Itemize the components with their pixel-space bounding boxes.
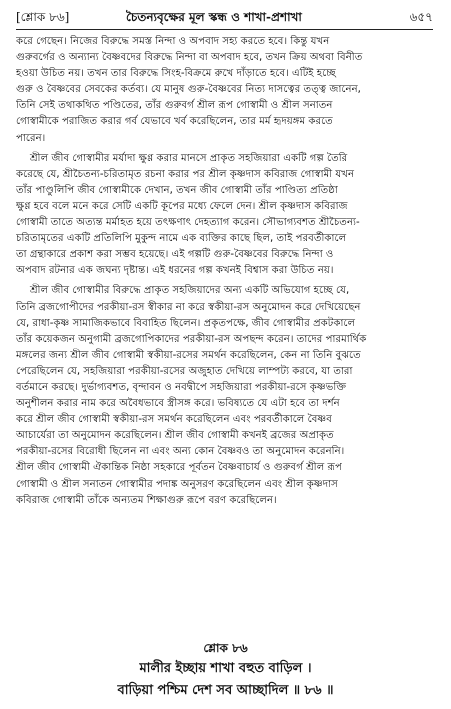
text-line: মঙ্গলের জন্য শ্রীল জীব গোস্বামী স্বকীয়া-রসের সমর্থন করেছিলেন, কেন না তিনি বুঝতে <box>16 349 361 361</box>
text-line: শ্রীল জীব গোস্বামী ঐকান্তিক নিষ্ঠা সহকারে পূর্বতন বৈষ্ণবাচার্য ও গুরুবর্গ শ্রীল রূপ <box>16 462 342 474</box>
text-line: গুরু ও বৈষ্ণবের সেবকের কর্তব্য। যে মানুষ গুরু-বৈষ্ণবের নিত্য দাসত্বের তত্ত্ব জানেন, <box>16 84 361 96</box>
text-line: গোস্বামী তাতে অত্যন্ত মর্মাহত হয়ে তৎক্ষণাৎ দেহত্যাগ করেন। সৌভাগ্যবশত শ্রীচৈতন্য- <box>16 217 360 229</box>
text-line: পেরেছিলেন যে, সহজিয়ারা পরকীয়া-রসের অজুহাত দেখিয়ে লাম্পট্য করবে, যা তারা <box>16 365 353 377</box>
text-line: চরিতামৃতের একটি প্রতিলিপি মুকুন্দ নামে এক ব্যক্তির কাছে ছিল, তাই পরবর্তীকালে <box>16 233 347 245</box>
text-line: অপবাদ রটনার এক জঘন্য দৃষ্টান্ত। এই ধরনের গল্প কখনই বিশ্বাস করা উচিত নয়। <box>16 265 334 277</box>
text-line: হওয়া উচিত নয়। তখন তার বিরুদ্ধে সিংহ-বিক্রমে রুখে দাঁড়াতে হবে। এটিই হচ্ছে <box>16 68 336 80</box>
text-line: অনুশীলন করার নাম করে অবৈধভাবে স্ত্রীসঙ্গ করে। ভবিষ্যতে যে এটা হবে তা দর্শন <box>16 398 340 410</box>
text-line: করেছে যে, শ্রীচৈতন্য-চরিতামৃত রচনা করার পর শ্রীল কৃষ্ণদাস কবিরাজ গোস্বামী যখন <box>16 168 355 180</box>
verse-block <box>0 638 451 702</box>
paragraph <box>16 151 433 280</box>
text-line: তিনি সেই তথাকথিত পণ্ডিতের, তাঁর গুরুবর্গ শ্রীল রূপ গোস্বামী ও শ্রীল সনাতন <box>16 100 333 112</box>
paragraph <box>16 283 433 508</box>
text-line: আচার্যেরা তা অনুমোদন করেছিলেন। শ্রীল জীব গোস্বামী কখনই ব্রজের অপ্রাকৃত <box>16 430 334 442</box>
text-line: যে, রাধা-কৃষ্ণ সামাজিকভাবে বিবাহিত ছিলেন। প্রকৃতপক্ষে, জীব গোস্বামীর প্রকটকালে <box>16 317 356 329</box>
page-number: ৬৫৭ <box>409 10 433 24</box>
chapter-title: চৈতন্যবৃক্ষের মূল স্কন্ধ ও শাখা-প্রশাখা <box>126 10 302 24</box>
verse-reference: [শ্লোক ৮৬] <box>16 10 70 24</box>
purport-text <box>16 34 433 509</box>
text-line: পারেন। <box>16 132 46 144</box>
text-line: গোস্বামী ও শ্রীল সনাতন গোস্বামীর পদাঙ্ক অনুসরণ করেছিলেন এবং শ্রীল কৃষ্ণদাস <box>16 478 338 490</box>
text-line: গোস্বামীকে পরাজিত করার গর্ব যেভাবে খর্ব করেছিলেন, তার মর্ম হৃদয়ঙ্গম করতে <box>16 116 333 128</box>
text-line: শ্রীল জীব গোস্বামীর বিরুদ্ধে প্রাকৃত সহজিয়াদের অন্য একটি অভিযোগ হচ্ছে যে, <box>30 285 350 297</box>
text-line: শ্রীল জীব গোস্বামীর মর্যাদা ক্ষুণ্ণ করার মানসে প্রাকৃত সহজিয়ারা একটি গল্প তৈরি <box>30 152 348 164</box>
header-divider <box>16 29 433 30</box>
text-line: পরকীয়া-রসের বিরোধী ছিলেন না এবং অন্য কোন বৈষ্ণবও তা অনুমোদন করেননি। <box>16 446 345 458</box>
text-line: গুরুবর্গের ও অন্যান্য বৈষ্ণবদের বিরুদ্ধে নিন্দা বা অপবাদ হবে, তখন ক্রিয় অথবা বিনীত <box>16 52 363 64</box>
text-line: তাঁর কয়েকজন অনুগামী ব্রজগোপিকাদের পরকীয়া-রস অপছন্দ করেন। তাদের পারমার্থিক <box>16 333 367 345</box>
text-line: ক্ষুণ্ণ হবে বলে মনে করে সেটি একটি কূপের মধ্যে ফেলে দেন। শ্রীল কৃষ্ণদাস কবিরাজ <box>16 200 348 212</box>
verse-line: মালীর ইচ্ছায় শাখা বহুত বাড়িল । <box>139 661 312 676</box>
running-head <box>16 6 433 30</box>
verse-heading: শ্লোক ৮৬ <box>203 641 248 655</box>
text-line: তা গ্রন্থাকারে প্রকাশ করা সম্ভব হয়েছে। এই গল্পটি গুরু-বৈষ্ণবের বিরুদ্ধে নিন্দা ও <box>16 249 334 261</box>
text-line: কবিরাজ গোস্বামী তাঁকে অন্যতম শিক্ষাগুরু রূপে বরণ করেছিলেন। <box>16 494 277 506</box>
text-line: করে শ্রীল জীব গোস্বামী স্বকীয়া-রস সমর্থন করেছিলেন এবং পরবর্তীকালে বৈষ্ণব <box>16 414 332 426</box>
text-line: বর্তমানে করছে। দুর্ভাগ্যবশত, বৃন্দাবন ও নবদ্বীপে সহজিয়ারা পরকীয়া-রসে কৃষ্ণভক্তি <box>16 381 347 393</box>
text-line: করে গেছেন। নিজের বিরুদ্ধে সমস্ত নিন্দা ও অপবাদ সহ্য করতে হবে। কিন্তু যখন <box>16 36 330 47</box>
text-line: তিনি ব্রজগোপীদের পরকীয়া-রস স্বীকার না করে স্বকীয়া-রস অনুমোদন করে দেখিয়েছেন <box>16 301 361 313</box>
verse-line: বাড়িয়া পশ্চিম দেশ সব আচ্ছাদিল ॥ ৮৬ ॥ <box>117 683 334 698</box>
text-line: তাঁর পাণ্ডুলিপি জীব গোস্বামীকে দেখান, তখন জীব গোস্বামী তাঁর পাণ্ডিত্য প্রতিষ্ঠা <box>16 184 338 196</box>
paragraph <box>16 34 433 147</box>
